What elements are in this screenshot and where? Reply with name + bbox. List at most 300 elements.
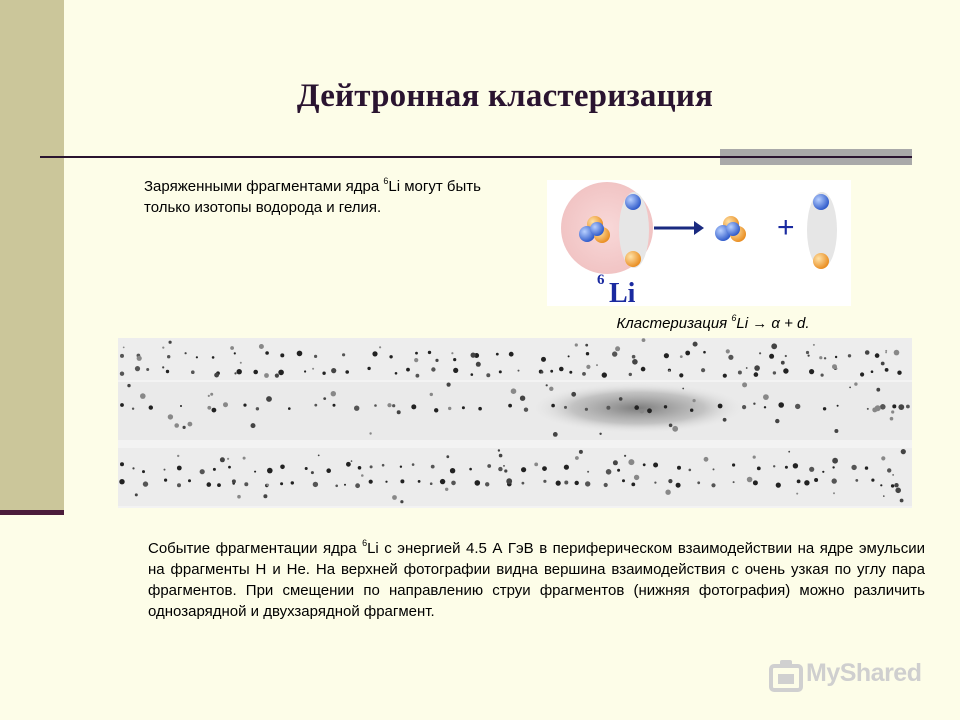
caption-text-end: Li → α + d. xyxy=(736,315,810,332)
emulsion-grain xyxy=(503,465,505,467)
emulsion-grain xyxy=(690,409,693,412)
emulsion-grain xyxy=(323,397,326,400)
emulsion-grain xyxy=(469,468,472,471)
emulsion-grain xyxy=(498,449,500,451)
emulsion-grain xyxy=(369,432,371,434)
emulsion-grain xyxy=(445,488,448,491)
emulsion-grain xyxy=(773,371,776,374)
emulsion-grain xyxy=(860,372,864,376)
emulsion-grain xyxy=(120,462,124,466)
left-decor-band xyxy=(0,0,64,512)
emulsion-photograph xyxy=(118,338,912,508)
emulsion-grain xyxy=(824,357,826,359)
emulsion-grain xyxy=(234,352,236,354)
intro-text-end: Li могут быть только изотопы водорода и гелия. xyxy=(144,178,481,216)
emulsion-grain xyxy=(564,465,569,470)
emulsion-grain xyxy=(534,463,538,467)
emulsion-grain xyxy=(207,406,211,410)
emulsion-grain xyxy=(379,346,381,348)
emulsion-grain xyxy=(244,482,248,486)
emulsion-grain xyxy=(834,429,838,433)
emulsion-grain xyxy=(619,397,623,401)
emulsion-grain xyxy=(521,467,526,472)
emulsion-grain xyxy=(127,384,130,387)
emulsion-grain xyxy=(266,484,269,487)
emulsion-grain xyxy=(313,482,318,487)
emulsion-grain xyxy=(259,344,264,349)
emulsion-grain xyxy=(177,483,181,487)
caption-superscript: 6 xyxy=(731,313,737,323)
emulsion-grain xyxy=(832,458,838,464)
emulsion-grain xyxy=(599,433,601,435)
emulsion-grain xyxy=(213,468,216,471)
emulsion-grain xyxy=(312,368,314,370)
emulsion-grain xyxy=(212,408,217,413)
emulsion-grain xyxy=(541,357,546,362)
emulsion-grain xyxy=(764,406,766,408)
emulsion-grain xyxy=(318,455,320,457)
emulsion-grain xyxy=(585,408,588,411)
emulsion-grain xyxy=(668,479,672,483)
emulsion-grain xyxy=(887,468,891,472)
emulsion-grain xyxy=(697,481,700,484)
diagram-svg xyxy=(547,180,851,306)
emulsion-grain xyxy=(180,405,182,407)
emulsion-grain xyxy=(411,404,416,409)
emulsion-grain xyxy=(788,451,790,453)
emulsion-grain xyxy=(559,367,564,372)
emulsion-grain xyxy=(606,469,612,475)
emulsion-grain xyxy=(486,373,490,377)
emulsion-grain xyxy=(183,426,186,429)
emulsion-grain xyxy=(431,465,435,469)
emulsion-grain xyxy=(372,351,377,356)
emulsion-grain xyxy=(654,482,656,484)
neutron-icon xyxy=(625,194,641,210)
emulsion-grain xyxy=(304,370,306,372)
myshared-logo-icon xyxy=(768,658,804,694)
emulsion-grain xyxy=(632,355,636,359)
emulsion-grain xyxy=(227,458,229,460)
emulsion-grain xyxy=(243,404,246,407)
emulsion-grain xyxy=(120,372,124,376)
emulsion-grain xyxy=(240,362,242,364)
emulsion-grain xyxy=(471,353,476,358)
emulsion-grain xyxy=(582,372,586,376)
emulsion-grain xyxy=(415,352,418,355)
intro-superscript: 6 xyxy=(383,176,389,186)
emulsion-grain xyxy=(266,396,272,402)
emulsion-grain xyxy=(849,387,851,389)
emulsion-grain xyxy=(440,479,445,484)
emulsion-grain xyxy=(664,405,667,408)
emulsion-grain xyxy=(322,372,325,375)
emulsion-grain xyxy=(571,392,576,397)
emulsion-grain xyxy=(550,370,553,373)
emulsion-grain xyxy=(793,463,798,468)
emulsion-grain xyxy=(120,403,124,407)
emulsion-grain xyxy=(354,406,359,411)
emulsion-grain xyxy=(499,454,503,458)
emulsion-grain xyxy=(676,483,681,488)
emulsion-grain xyxy=(549,387,553,391)
emulsion-grain xyxy=(263,494,267,498)
emulsion-grain xyxy=(487,464,491,468)
emulsion-grain xyxy=(753,456,756,459)
emulsion-grain xyxy=(475,480,481,486)
emulsion-grain xyxy=(778,402,784,408)
emulsion-grain xyxy=(297,351,303,357)
emulsion-grain xyxy=(832,364,837,369)
emulsion-grain xyxy=(200,469,205,474)
emulsion-grain xyxy=(585,481,590,486)
emulsion-grain xyxy=(506,478,512,484)
emulsion-grain xyxy=(754,372,759,377)
emulsion-grain xyxy=(647,408,652,413)
emulsion-grain xyxy=(251,423,256,428)
emulsion-grain xyxy=(604,483,608,487)
emulsion-grain xyxy=(162,366,164,368)
emulsion-grain xyxy=(451,481,456,486)
emulsion-grain xyxy=(311,471,314,474)
emulsion-grain xyxy=(664,353,669,358)
emulsion-grain xyxy=(711,483,715,487)
emulsion-grain xyxy=(542,466,547,471)
emulsion-grain xyxy=(872,407,877,412)
emulsion-grain xyxy=(742,382,747,387)
emulsion-grain xyxy=(382,464,385,467)
emulsion-grain xyxy=(855,479,858,482)
emulsion-grain xyxy=(643,463,646,466)
emulsion-grain xyxy=(314,355,317,358)
li-symbol: Li xyxy=(609,278,636,306)
emulsion-grain xyxy=(237,495,241,499)
emulsion-grain xyxy=(342,353,345,356)
emulsion-grain xyxy=(634,405,639,410)
emulsion-grain xyxy=(814,478,818,482)
emulsion-grain xyxy=(164,479,167,482)
emulsion-grain xyxy=(628,459,634,465)
emulsion-grain xyxy=(476,362,481,367)
emulsion-grain xyxy=(446,455,449,458)
emulsion-grain xyxy=(564,406,567,409)
li-mass-number: 6 xyxy=(597,272,605,288)
emulsion-grain xyxy=(275,374,279,378)
emulsion-grain xyxy=(280,482,283,485)
emulsion-grain xyxy=(253,370,258,375)
emulsion-grain xyxy=(763,394,769,400)
proton-icon xyxy=(625,251,641,267)
emulsion-grain xyxy=(901,449,906,454)
emulsion-grain xyxy=(746,367,748,369)
photo-strip-bottom xyxy=(118,448,912,506)
emulsion-grain xyxy=(177,455,179,457)
emulsion-grain xyxy=(665,490,670,495)
emulsion-grain xyxy=(848,354,851,357)
emulsion-grain xyxy=(392,495,397,500)
emulsion-grain xyxy=(556,481,561,486)
emulsion-grain xyxy=(679,373,683,377)
emulsion-grain xyxy=(485,482,489,486)
emulsion-grain xyxy=(832,478,837,483)
emulsion-grain xyxy=(885,368,889,372)
emulsion-grain xyxy=(220,457,225,462)
emulsion-grain xyxy=(418,480,421,483)
emulsion-grain xyxy=(358,466,362,470)
slide-title: Дейтронная кластеризация xyxy=(296,78,714,114)
emulsion-grain xyxy=(865,466,868,469)
emulsion-grain xyxy=(704,457,709,462)
emulsion-grain xyxy=(434,408,438,412)
emulsion-grain xyxy=(587,471,589,473)
emulsion-grain xyxy=(119,479,124,484)
emulsion-grain xyxy=(871,479,874,482)
emulsion-grain xyxy=(890,417,894,421)
emulsion-grain xyxy=(188,479,191,482)
description-paragraph xyxy=(148,538,925,622)
emulsion-grain xyxy=(518,370,520,372)
emulsion-grain xyxy=(880,404,886,410)
emulsion-grain xyxy=(243,457,246,460)
emulsion-grain xyxy=(278,370,284,376)
emulsion-grain xyxy=(742,405,746,409)
emulsion-grain xyxy=(641,367,646,372)
emulsion-grain xyxy=(682,388,684,390)
emulsion-grain xyxy=(123,347,125,349)
emulsion-grain xyxy=(369,480,373,484)
emulsion-grain xyxy=(703,351,706,354)
emulsion-grain xyxy=(546,384,548,386)
emulsion-grain xyxy=(596,364,598,366)
emulsion-grain xyxy=(265,351,269,355)
emulsion-grain xyxy=(453,368,458,373)
emulsion-grain xyxy=(217,483,221,487)
emulsion-grain xyxy=(346,462,351,467)
emulsion-grain xyxy=(579,450,583,454)
emulsion-grain xyxy=(400,479,404,483)
emulsion-grain xyxy=(430,482,433,485)
emulsion-grain xyxy=(499,370,502,373)
description-superscript: 6 xyxy=(362,538,368,548)
emulsion-grain xyxy=(586,352,589,355)
emulsion-grain xyxy=(883,495,885,497)
emulsion-grain xyxy=(471,373,474,376)
emulsion-grain xyxy=(622,479,625,482)
emulsion-grain xyxy=(629,373,632,376)
emulsion-grain xyxy=(757,467,761,471)
emulsion-grain xyxy=(738,371,742,375)
emulsion-grain xyxy=(642,338,646,342)
emulsion-grain xyxy=(414,358,418,362)
plus-sign: + xyxy=(777,211,795,244)
emulsion-grain xyxy=(728,355,733,360)
emulsion-grain xyxy=(693,342,698,347)
emulsion-grain xyxy=(867,408,869,410)
emulsion-grain xyxy=(191,370,195,374)
emulsion-grain xyxy=(509,352,514,357)
emulsion-grain xyxy=(632,359,638,365)
emulsion-grain xyxy=(723,418,727,422)
emulsion-grain xyxy=(400,466,402,468)
emulsion-grain xyxy=(585,344,588,347)
emulsion-grain xyxy=(208,395,210,397)
emulsion-grain xyxy=(305,467,308,470)
emulsion-grain xyxy=(876,388,880,392)
emulsion-grain xyxy=(809,369,814,374)
watermark-text: MyShared xyxy=(806,659,922,687)
emulsion-grain xyxy=(653,463,658,468)
emulsion-grain xyxy=(551,404,555,408)
clusterization-diagram xyxy=(547,180,851,306)
emulsion-grain xyxy=(164,469,166,471)
emulsion-grain xyxy=(586,365,590,369)
emulsion-grain xyxy=(498,467,502,471)
emulsion-grain xyxy=(797,480,801,484)
emulsion-grain xyxy=(832,466,834,468)
emulsion-grain xyxy=(900,499,904,503)
emulsion-grain xyxy=(355,483,360,488)
emulsion-grain xyxy=(776,483,781,488)
emulsion-grain xyxy=(880,484,882,486)
emulsion-grain xyxy=(795,404,800,409)
emulsion-grain xyxy=(759,352,761,354)
emulsion-grain xyxy=(374,404,377,407)
emulsion-grain xyxy=(267,468,273,474)
title-underline xyxy=(40,156,730,158)
emulsion-grain xyxy=(230,346,234,350)
emulsion-grain xyxy=(771,343,777,349)
emulsion-grain xyxy=(885,350,887,352)
emulsion-grain xyxy=(196,356,198,358)
description-text-start: Событие фрагментации ядра xyxy=(148,540,363,557)
emulsion-grain xyxy=(185,352,187,354)
intro-paragraph xyxy=(144,176,494,218)
emulsion-grain xyxy=(898,404,904,410)
emulsion-grain xyxy=(835,356,837,358)
emulsion-grain xyxy=(677,466,681,470)
emulsion-grain xyxy=(813,344,815,346)
emulsion-grain xyxy=(575,343,578,346)
emulsion-grain xyxy=(747,477,753,483)
emulsion-grain xyxy=(132,467,134,469)
emulsion-grain xyxy=(387,403,391,407)
emulsion-grain xyxy=(891,484,894,487)
emulsion-grain xyxy=(462,406,465,409)
emulsion-grain xyxy=(351,460,353,462)
emulsion-grain xyxy=(823,407,826,410)
emulsion-grain xyxy=(504,469,507,472)
emulsion-grain xyxy=(718,404,723,409)
emulsion-grain xyxy=(895,488,901,494)
emulsion-grain xyxy=(634,475,639,480)
emulsion-grain xyxy=(385,481,387,483)
emulsion-grain xyxy=(809,467,814,472)
emulsion-grain xyxy=(754,365,760,371)
emulsion-grain xyxy=(808,355,810,357)
emulsion-grain xyxy=(214,373,219,378)
emulsion-grain xyxy=(906,405,910,409)
photo-strip-top xyxy=(118,338,912,380)
emulsion-grain xyxy=(875,353,880,358)
emulsion-grain xyxy=(406,368,410,372)
caption-text-start: Кластеризация xyxy=(616,315,732,332)
emulsion-grain xyxy=(392,404,395,407)
emulsion-grain xyxy=(615,346,620,351)
emulsion-grain xyxy=(345,370,349,374)
emulsion-grain xyxy=(370,465,373,468)
emulsion-grain xyxy=(428,351,431,354)
emulsion-grain xyxy=(606,406,610,410)
emulsion-grain xyxy=(631,483,635,487)
emulsion-grain xyxy=(672,426,678,432)
emulsion-grain xyxy=(753,480,758,485)
neutron-icon xyxy=(726,222,740,236)
emulsion-grain xyxy=(668,370,670,372)
emulsion-grain xyxy=(524,408,528,412)
emulsion-grain xyxy=(881,362,885,366)
emulsion-grain xyxy=(892,474,894,476)
emulsion-grain xyxy=(819,356,822,359)
emulsion-grain xyxy=(237,369,242,374)
emulsion-grain xyxy=(177,466,182,471)
emulsion-grain xyxy=(335,485,338,488)
left-decor-band-foot xyxy=(0,510,64,515)
emulsion-grain xyxy=(753,403,755,405)
emulsion-grain xyxy=(804,480,809,485)
emulsion-grain xyxy=(496,353,499,356)
emulsion-grain xyxy=(822,471,824,473)
emulsion-grain xyxy=(689,469,692,472)
emulsion-grain xyxy=(785,355,787,357)
emulsion-grain xyxy=(680,355,683,358)
neutron-icon xyxy=(813,194,829,210)
emulsion-grain xyxy=(162,347,164,349)
emulsion-grain xyxy=(894,483,898,487)
emulsion-grain xyxy=(228,466,231,469)
emulsion-grain xyxy=(223,402,228,407)
emulsion-grain xyxy=(669,424,673,428)
diagram-caption xyxy=(548,315,878,332)
emulsion-grain xyxy=(897,371,901,375)
emulsion-grain xyxy=(894,350,900,356)
emulsion-grain xyxy=(520,396,525,401)
title-underline-overlay xyxy=(720,156,912,158)
emulsion-grain xyxy=(508,404,512,408)
emulsion-grain xyxy=(569,371,572,374)
emulsion-grain xyxy=(713,468,715,470)
emulsion-grain xyxy=(142,470,145,473)
emulsion-grain xyxy=(769,354,774,359)
emulsion-grain xyxy=(333,404,336,407)
intro-text-start: Заряженными фрагментами ядра xyxy=(144,178,384,195)
emulsion-grain xyxy=(837,405,839,407)
emulsion-grain xyxy=(613,460,618,465)
emulsion-grain xyxy=(478,407,482,411)
emulsion-grain xyxy=(575,456,579,460)
emulsion-grain xyxy=(451,352,453,354)
emulsion-grain xyxy=(416,374,420,378)
emulsion-grain xyxy=(453,358,456,361)
emulsion-grain xyxy=(234,372,236,374)
emulsion-photo-svg xyxy=(118,338,912,508)
emulsion-grain xyxy=(344,484,346,486)
emulsion-grain xyxy=(367,367,370,370)
emulsion-grain xyxy=(264,373,269,378)
emulsion-grain xyxy=(783,368,788,373)
emulsion-grain xyxy=(693,399,696,402)
emulsion-grain xyxy=(602,372,607,377)
emulsion-grain xyxy=(326,468,331,473)
